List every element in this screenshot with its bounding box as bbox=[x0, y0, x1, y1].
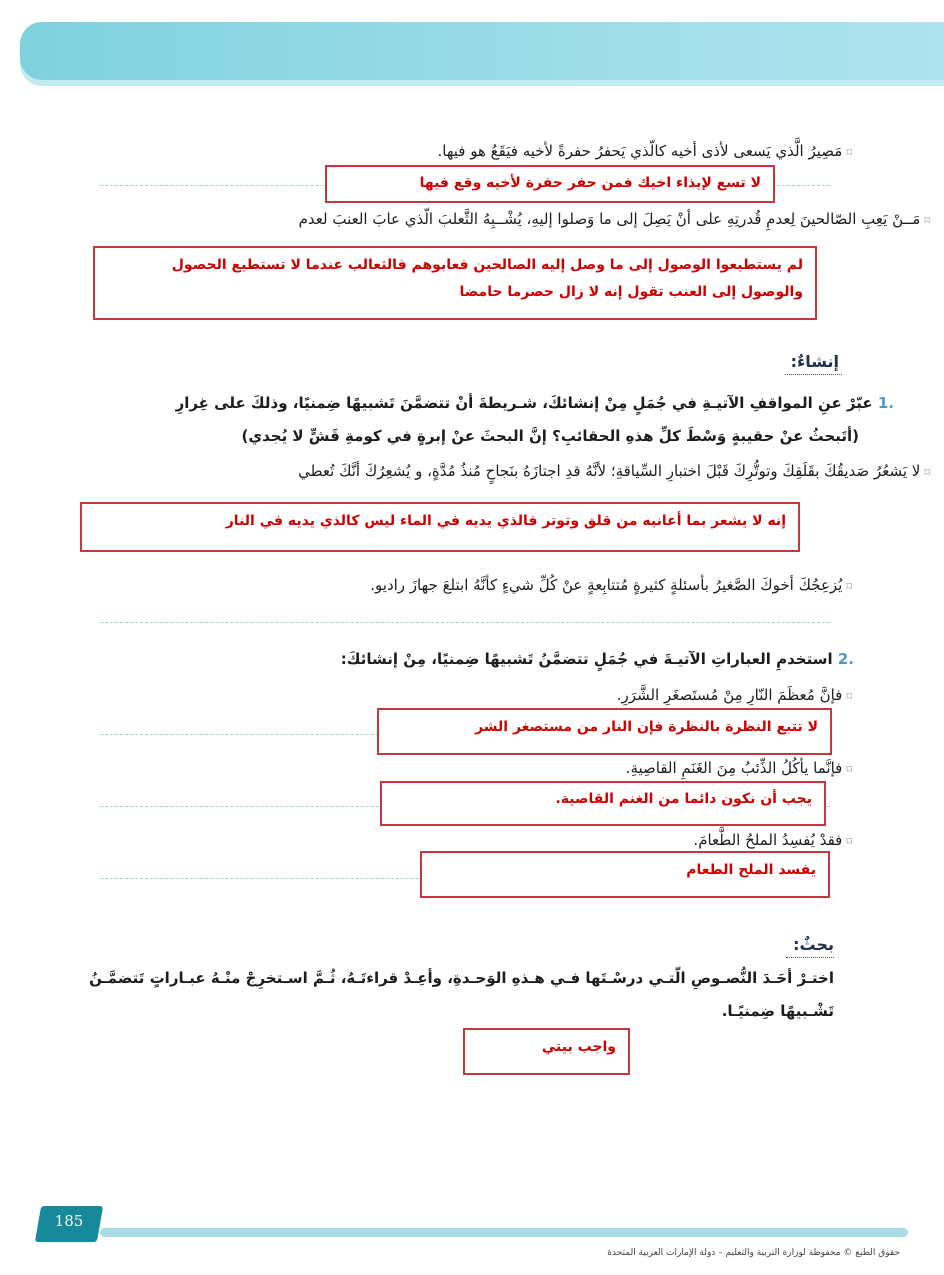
bullet-icon: ⌑ bbox=[846, 690, 852, 703]
bullet-icon: ⌑ bbox=[846, 763, 852, 776]
top-banner bbox=[20, 22, 944, 80]
insha-heading: إنشاءٌ: bbox=[790, 352, 839, 371]
q2-item-2: ⌑فإنَّما يأكُلُ الذِّئبُ مِنَ الغَنَمِ القاصِيةِ. bbox=[625, 759, 852, 777]
q2-item-1: ⌑فإنَّ مُعظَمَ النّارِ مِنْ مُستَصغَرِ الشَّرَرِ. bbox=[616, 686, 852, 704]
footer-bar bbox=[100, 1228, 908, 1237]
q1-item-2: ⌑يُزعِجُكَ أخوكَ الصَّغيرُ بأسئلةٍ كثيرةٍ مُتتابِعةٍ عنْ كُلِّ شيءٍ كأنَّهُ ابتلعَ جهازَ راديو. bbox=[370, 576, 852, 594]
bullet-icon: ⌑ bbox=[846, 146, 852, 159]
bahth-instruction-2: تَشْـبيهًا ضِمنيًـا. bbox=[721, 1002, 834, 1020]
answer-box-bahth: واجب بيتي bbox=[463, 1028, 630, 1075]
example-item-1: ⌑مَصِيرُ الَّذي يَسعى لأذى أخيه كالّذي يَحفرُ حفرةً لأخيه فيَقَعُ هو فيها. bbox=[437, 142, 852, 160]
copyright-text: حقوق الطبع © محفوظة لوزارة التربية والتعليم – دولة الإمارات العربية المتحدة bbox=[607, 1248, 900, 1258]
q1-item-1: ⌑لا يَشعُرُ صَديقُكَ بقَلَقِكَ وتوتُّرِكَ قَبْلَ اختبارِ السِّياقةِ؛ لأنَّهُ قدِ اجتازَهُ بنَجاحٍ مُنذُ مُدَّةٍ، و يُشعِرُكَ أنَّكَ تُعطي bbox=[298, 462, 930, 480]
bullet-icon: ⌑ bbox=[846, 835, 852, 848]
bullet-icon: ⌑ bbox=[924, 214, 930, 227]
bahth-instruction-1: اختـرْ أحَـدَ النُّصـوصِ الّتـي درسْـتَها فـي هـذهِ الوَحـدةِ، وأعِـدْ قراءتَـهُ، ثُـمَّ اسـتخرِجْ منْـهُ عبـاراتٍ تَتضمَّـنُ bbox=[89, 969, 834, 987]
question-1: .1 عبّرْ عنِ المواقفِ الآتيـةِ في جُمَلٍ مِنْ إنشائكَ، شـريطةَ أنْ تتضمَّنَ تَشبيهًا ضِمنيًا، وذلكَ على غِرارِ bbox=[175, 394, 894, 412]
answer-box-q2-2: يجب أن نكون دائما من الغنم القاصية. bbox=[380, 781, 826, 826]
page-number: 185 bbox=[54, 1212, 84, 1230]
q2-item-3: ⌑فقدْ يُفسِدُ الملحُ الطَّعامَ. bbox=[693, 831, 852, 849]
answer-box-q2-3: يفسد الملح الطعام bbox=[420, 851, 830, 898]
example-item-2: ⌑مَــنْ يَعِبِ الصّالحينَ لِعدمِ قُدرتِهِ على أنْ يَصِلَ إلى ما وَصلوا إليهِ، يُشْــبِهُ الثَّعلبَ الّذي عابَ العنبَ لعدم bbox=[298, 210, 930, 228]
question-2: .2 استخدمِ العباراتِ الآتيـةَ في جُمَلٍ تتضمَّنُ تَشبيهًا ضِمنيًا، مِنْ إنشائكَ: bbox=[340, 650, 854, 668]
answer-box-q1-1: إنه لا يشعر بما أعانيه من قلق وتوتر فالذي يديه في الماء ليس كالذي يديه في النار bbox=[80, 502, 800, 552]
question-1-example: (أتَبحثُ عنْ حقيبةٍ وَسْطَ كلِّ هذهِ الحقائبِ؟ إنَّ البحثَ عنْ إبرةٍ في كومةِ قَشٍّ لا يُجدي) bbox=[241, 427, 859, 445]
answer-box-2: لم يستطيعوا الوصول إلى ما وصل إليه الصالحين فعابوهم فالثعالب عندما لا تستطيع الحصول والوصول إلى العنب تقول إنه لا زال حصرما حامضا bbox=[93, 246, 817, 320]
answer-box-q2-1: لا تتبع النظرة بالنظرة فإن النار من مستصغر الشر bbox=[377, 708, 832, 755]
heading-underline bbox=[785, 374, 842, 375]
answer-line bbox=[100, 622, 830, 623]
answer-box-1: لا تسع لإيذاء اخيك فمن حفر حفرة لأخيه وقع فيها bbox=[325, 165, 775, 203]
bullet-icon: ⌑ bbox=[846, 580, 852, 593]
bullet-icon: ⌑ bbox=[924, 466, 930, 479]
bahth-heading: بحثٌ: bbox=[793, 935, 834, 954]
heading-underline bbox=[786, 957, 834, 958]
